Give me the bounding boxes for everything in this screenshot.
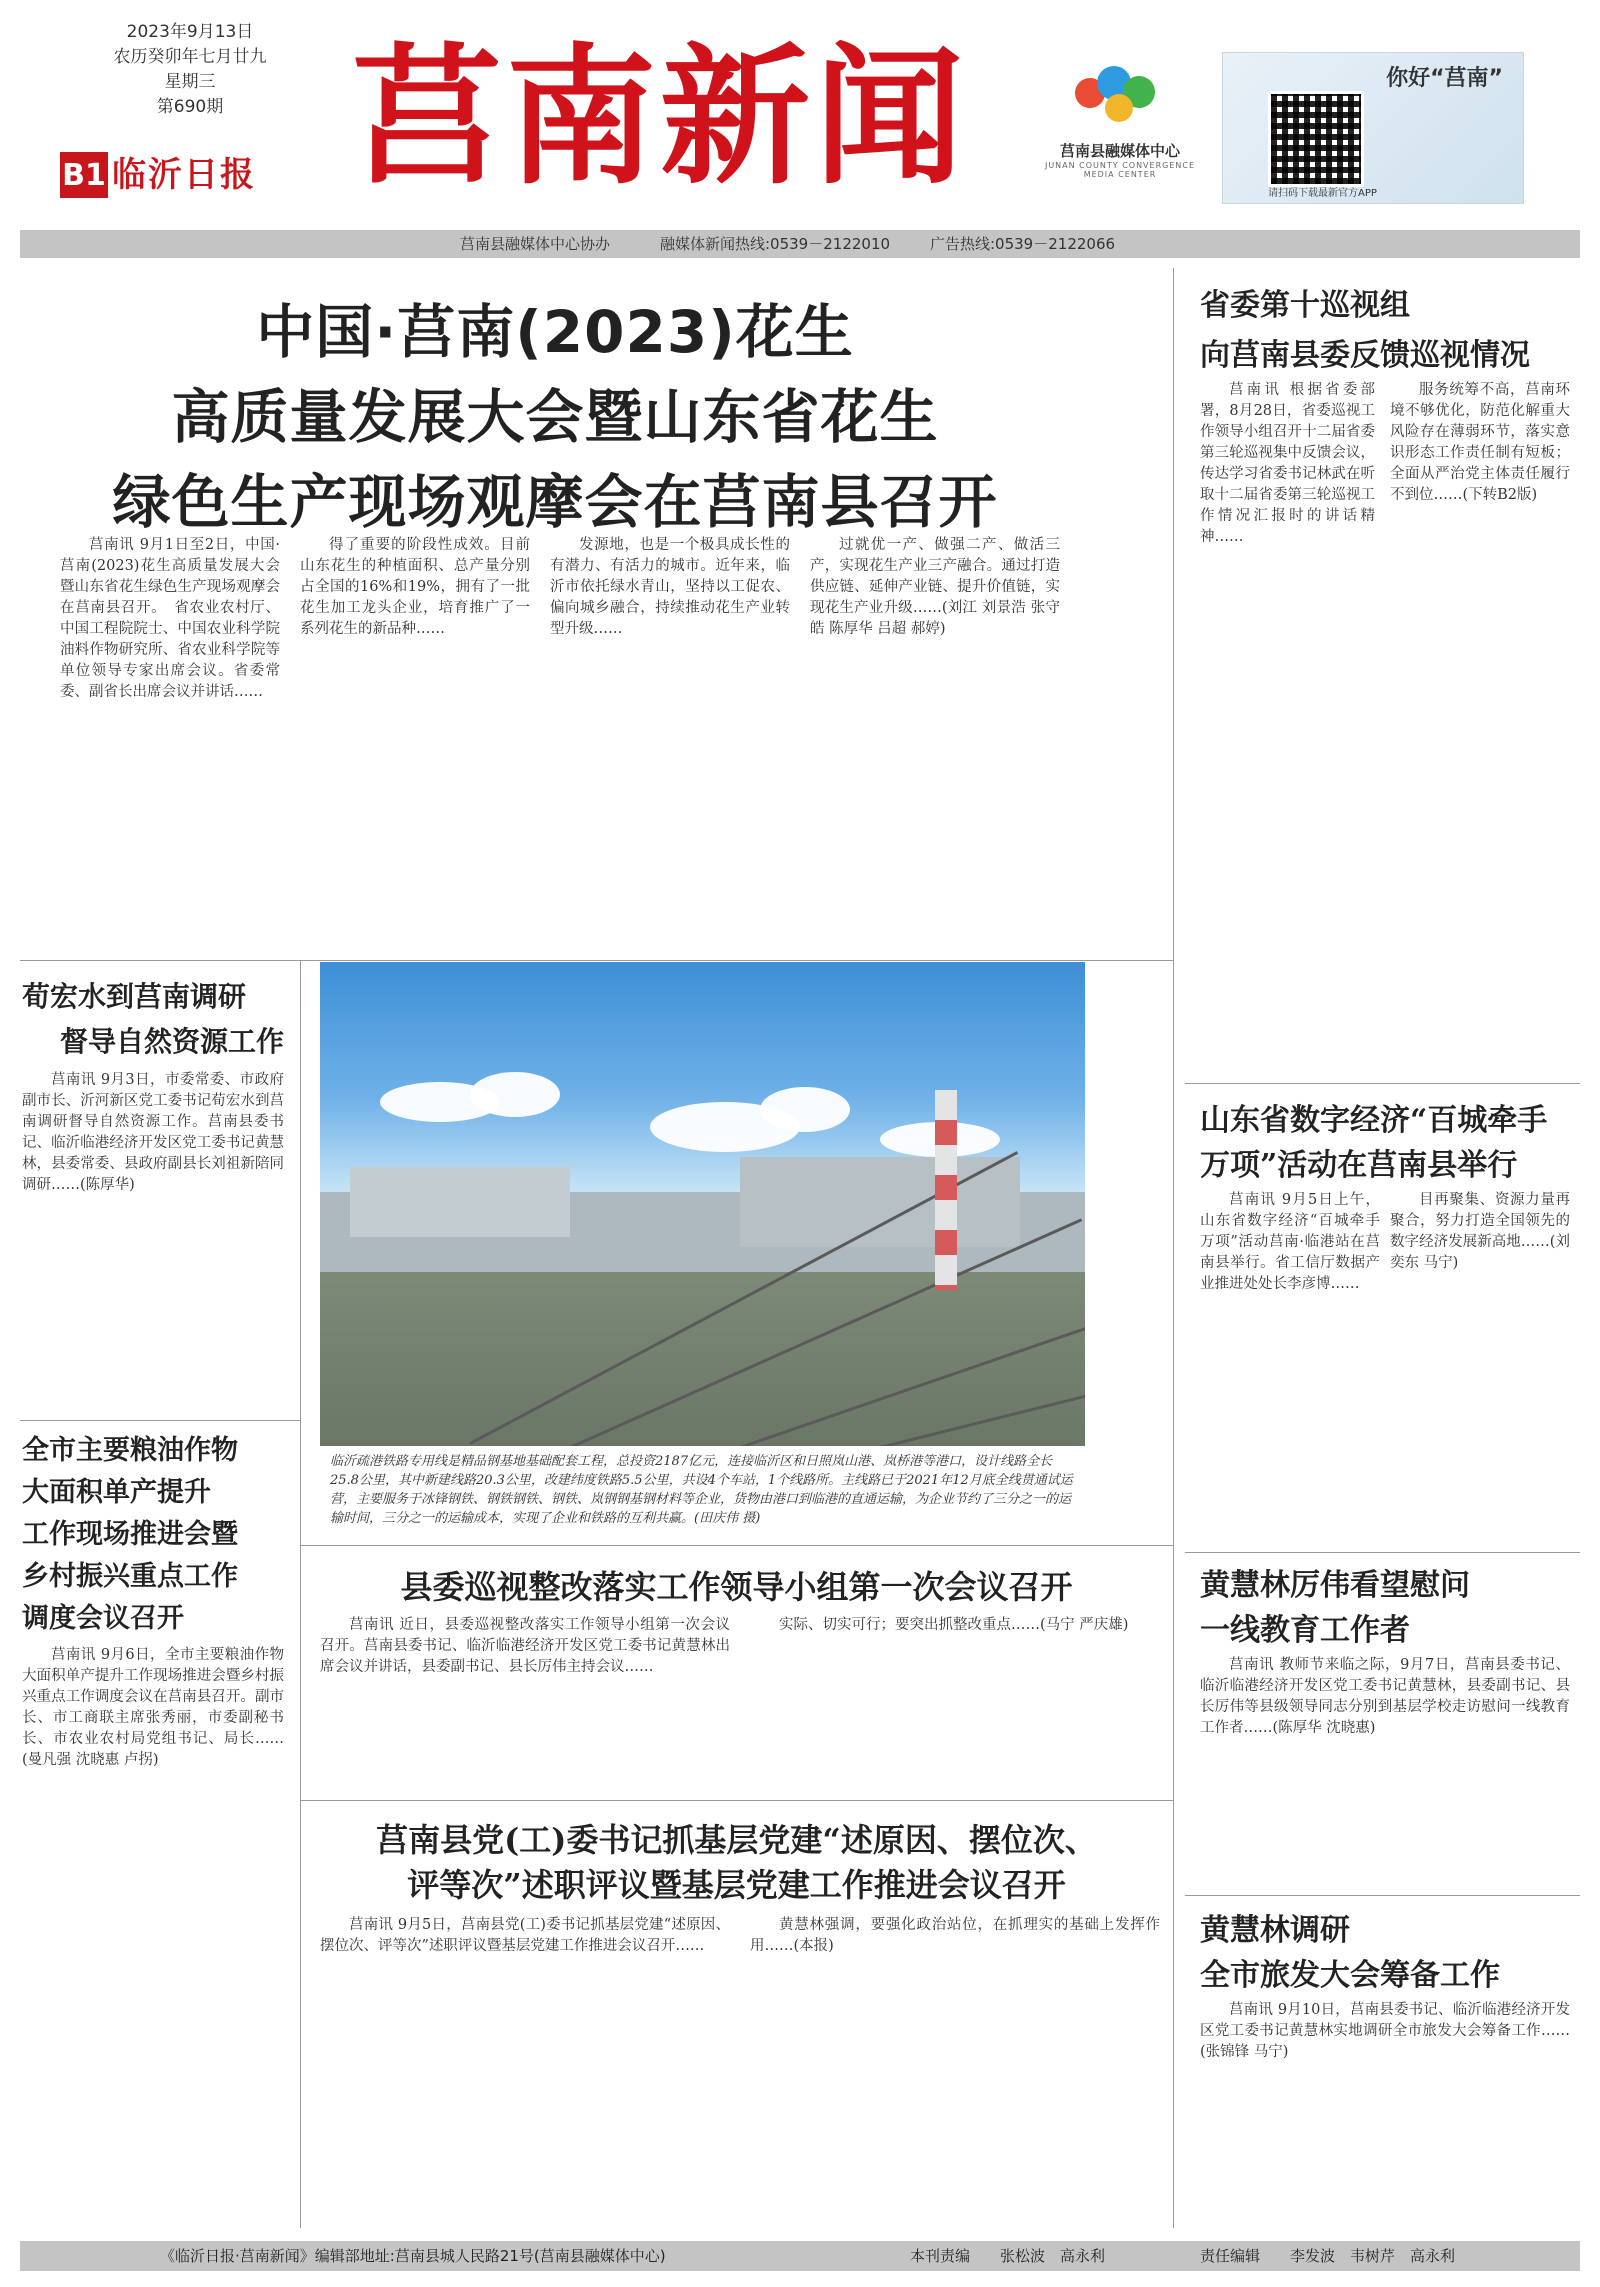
media-logo-icon (1075, 60, 1165, 130)
section-divider (300, 1800, 1173, 1801)
section-divider (1185, 1083, 1580, 1084)
app-greeting: 你好“莒南” (1386, 66, 1503, 91)
section-divider (1185, 1552, 1580, 1553)
xun-body (22, 1070, 284, 1420)
article-text: 莒南讯 近日，县委巡视整改落实工作领导小组第一次会议召开。莒南县委书记、临沂临港经济开发区党工委书记黄慧林出席会议并讲话，县委副书记、县长厉伟主持会议…… (320, 1617, 730, 1675)
article-text: 得了重要的阶段性成效。目前山东花生的种植面积、总产量分别占全国的16%和19%，拥有了一批花生加工龙头企业，培育推广了一系列花生的新品种…… (300, 537, 530, 637)
page-number: B1 (60, 152, 108, 198)
weekday: 星期三 (164, 72, 216, 92)
tourism-title-1: 黄慧林调研 (1200, 1913, 1350, 1948)
section-divider (20, 960, 1173, 961)
article-text: 发源地，也是一个极具成长性的有潜力、有活力的城市。近年来，临沂市依托绿水青山，坚持以工促农、偏向城乡融合，持续推动花生产业转型升级…… (550, 537, 790, 637)
section-divider (20, 1420, 300, 1421)
article-column (550, 535, 790, 935)
inspection-title: 县委巡视整改落实工作领导小组第一次会议召开 (400, 1568, 1073, 1606)
article-text: 黄慧林强调，要强化政治站位，在抓理实的基础上发挥作用……(本报) (750, 1917, 1160, 1954)
chimney (935, 1090, 957, 1290)
article-column (60, 535, 280, 935)
inspection-column-b (750, 1615, 1160, 1795)
teacher-title-2: 一线教育工作者 (1200, 1613, 1410, 1648)
headline-line-3: 绿色生产现场观摩会在莒南县召开 (112, 468, 998, 536)
organizer: 莒南县融媒体中心协办 (460, 235, 611, 253)
news-hotline: 融媒体新闻热线:0539－2122010 (660, 235, 891, 253)
party-column-a (320, 1915, 730, 2230)
article-text: 莒南讯 9月10日，莒南县委书记、临沂临港经济开发区党工委书记黄慧林实地调研全市旅发大会筹备工作……(张锦锋 马宁) (1200, 2002, 1570, 2060)
party-column-b (750, 1915, 1160, 2230)
proof-names: 李发波 韦树芹 高永利 (1290, 2247, 1456, 2265)
party-title-2: 评等次”述职评议暨基层党建工作推进会议召开 (407, 1866, 1066, 1904)
issue-number: 第690期 (156, 97, 224, 117)
newspaper-title: 莒南新闻 (351, 31, 968, 205)
app-note: 请扫码下载最新官方APP (1268, 188, 1377, 199)
contact-bar (20, 230, 1580, 258)
grain-title-1: 全市主要粮油作物 (22, 1435, 238, 1466)
teacher-title-1: 黄慧林厉伟看望慰问 (1200, 1568, 1470, 1603)
publisher-address: 《临沂日报·莒南新闻》编辑部地址:莒南县城人民路21号(莒南县融媒体中心) (160, 2247, 666, 2265)
digital-column-b (1390, 1190, 1570, 1550)
grain-title-5: 调度会议召开 (22, 1603, 184, 1634)
date-block (90, 20, 290, 120)
footer-bar (20, 2241, 1580, 2271)
grain-title-3: 工作现场推进会暨 (22, 1519, 238, 1550)
article-column (300, 535, 530, 935)
ad-hotline: 广告热线:0539－2122066 (930, 235, 1116, 253)
inspection-column-a (320, 1615, 730, 1795)
lunar-date: 农历癸卯年七月廿九 (113, 47, 267, 67)
grain-title-4: 乡村振兴重点工作 (22, 1561, 238, 1592)
section-divider (1185, 1895, 1580, 1896)
proof-label: 责任编辑 (1200, 2247, 1261, 2265)
grain-title (22, 1430, 238, 1640)
qr-code-icon[interactable] (1268, 91, 1364, 187)
xunshi-column-a (1200, 380, 1375, 1080)
xunshi-title-2: 向莒南县委反馈巡视情况 (1200, 338, 1530, 373)
parent-paper-logo: 临沂日报 (112, 155, 256, 195)
column-divider (1173, 268, 1174, 2228)
railway-photo (320, 962, 1085, 1446)
tourism-body (1200, 2000, 1570, 2230)
digital-title-1: 山东省数字经济“百城牵手 (1200, 1103, 1548, 1138)
digital-title-2: 万项”活动在莒南县举行 (1200, 1148, 1518, 1183)
article-text: 莒南讯 9月5日，莒南县党(工)委书记抓基层党建“述原因、摆位次、评等次”述职评议暨基层党建工作推进会议召开…… (320, 1917, 730, 1954)
article-text: 过就优一产、做强二产、做活三产，实现花生产业三产融合。通过打造供应链、延伸产业链、提升价值链，实现花生产业升级……(刘江 刘景浩 张守皓 陈厚华 吕超 郝婷) (810, 537, 1060, 637)
headline-line-2: 高质量发展大会暨山东省花生 (171, 383, 939, 451)
article-text: 莒南讯 根据省委部署，8月28日，省委巡视工作领导小组召开十二届省委第三轮巡视集中反馈会议，传达学习省委书记林武在听取十二届省委第三轮巡视工作情况汇报时的讲话精神…… (1200, 382, 1375, 545)
media-center-en: JUNAN COUNTY CONVERGENCE MEDIA CENTER (1044, 161, 1196, 179)
article-text: 服务统筹不高，莒南环境不够优化，防范化解重大风险存在薄弱环节，落实意识形态工作责任制有短板；全面从严治党主体责任履行不到位……(下转B2版) (1390, 382, 1570, 503)
photo-caption: 临沂疏港铁路专用线是精品钢基地基础配套工程，总投资2187亿元，连接临沂区和日照岚山港、岚桥港等港口，设计线路全长25.8公里，其中新建线路20.3公里，改建纬度铁路5.5公里，共设4个车站，1个线路所。主线路已于2021年12月底全线贯通试运营，主要服务于冰锋钢铁、钢铁钢铁、钢铁、岚钢钢基钢材料等企业，货物由港口到临港的直通运输，为企业节约了三分之一的运输时间，三分之一的运输成本，实现了企业和铁路的互利共赢。(田庆伟 摄) (330, 1454, 1073, 1526)
article-text: 莒南讯 9月3日，市委常委、市政府副市长、沂河新区党工委书记荀宏水到莒南调研督导自然资源工作。莒南县委书记、临沂临港经济开发区党工委书记黄慧林，县委常委、县政府副县长刘祖新陪同调研……(陈厚华) (22, 1072, 284, 1193)
media-center-logo (1040, 60, 1200, 200)
tourism-title-2: 全市旅发大会筹备工作 (1200, 1958, 1500, 1993)
media-center-name: 莒南县融媒体中心 (1059, 142, 1180, 160)
article-text: 莒南讯 9月1日至2日，中国·莒南(2023)花生高质量发展大会暨山东省花生绿色生产现场观摩会在莒南县召开。 省农业农村厅、中国工程院院士、中国农业科学院油料作物研究所、省农业科学院等单位领导专家出席会议。省委常委、副省长出席会议并讲话…… (60, 537, 280, 700)
digital-column-a (1200, 1190, 1380, 1550)
headline-line-1: 中国·莒南(2023)花生 (256, 298, 854, 366)
article-text: 实际、切实可行；要突出抓整改重点……(马宁 严庆雄) (779, 1617, 1129, 1633)
grain-title-2: 大面积单产提升 (22, 1477, 211, 1508)
article-text: 莒南讯 9月6日，全市主要粮油作物大面积单产提升工作现场推进会暨乡村振兴重点工作调度会议在莒南县召开。副市长、市工商联主席张秀丽，市委副秘书长、市农业农村局党组书记、局长……(曼凡强 沈晓惠 卢拐) (22, 1647, 284, 1768)
xun-title-2: 督导自然资源工作 (60, 1025, 285, 1058)
article-text: 目再聚集、资源力量再聚合，努力打造全国领先的数字经济发展新高地……(刘奕东 马宁) (1390, 1192, 1570, 1271)
teacher-body (1200, 1655, 1570, 1895)
xunshi-title-1: 省委第十巡视组 (1200, 288, 1410, 323)
party-title-1: 莒南县党(工)委书记抓基层党建“述原因、摆位次、 (376, 1821, 1097, 1859)
app-download-box[interactable] (1222, 52, 1524, 204)
editor-label: 本刊责编 (910, 2247, 971, 2265)
article-text: 莒南讯 9月5日上午，山东省数字经济“百城牵手万项”活动莒南·临港站在莒南县举行。省工信厅数据产业推进处处长李彦博…… (1200, 1192, 1380, 1292)
editor-names: 张松波 高永利 (1000, 2247, 1106, 2265)
issue-date: 2023年9月13日 (126, 22, 254, 42)
article-column (810, 535, 1060, 935)
article-text: 莒南讯 教师节来临之际，9月7日，莒南县委书记、临沂临港经济开发区党工委书记黄慧林，县委副书记、县长厉伟等县级领导同志分别到基层学校走访慰问一线教育工作者……(陈厚华 沈晓惠) (1200, 1657, 1570, 1736)
xunshi-column-b (1390, 380, 1570, 1080)
section-divider (300, 1545, 1173, 1546)
grain-body (22, 1645, 284, 2230)
xun-title-1: 荀宏水到莒南调研 (22, 980, 247, 1013)
